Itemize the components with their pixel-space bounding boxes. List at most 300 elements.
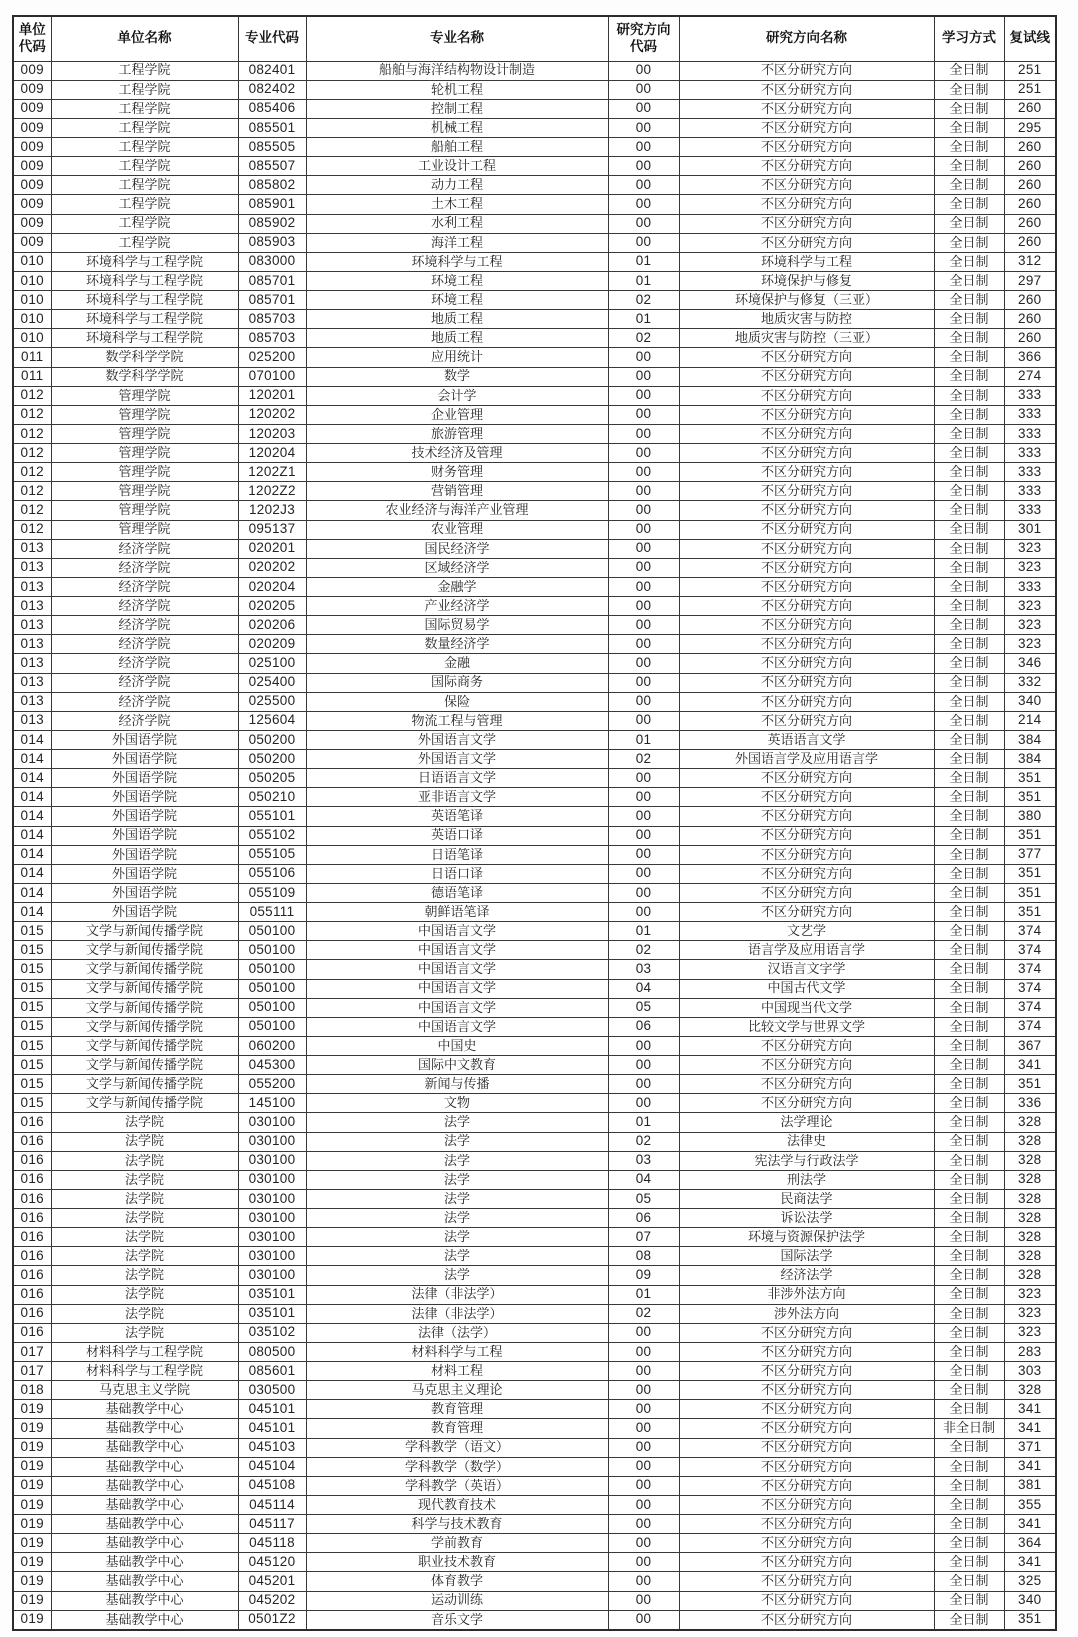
cell-retest_line: 341 [1004,1553,1056,1572]
cell-major_name: 水利工程 [306,214,608,233]
cell-study_mode: 全日制 [934,118,1004,137]
cell-unit_code: 016 [13,1209,51,1228]
cell-direction_code: 03 [608,1151,679,1170]
table-row [13,539,1056,558]
table-row [13,1094,1056,1113]
cell-unit_name: 外国语学院 [51,807,238,826]
cell-major_name: 动力工程 [306,176,608,195]
cell-retest_line: 366 [1004,348,1056,367]
table-row [13,730,1056,749]
cell-direction_code: 02 [608,750,679,769]
cell-direction_code: 00 [608,1534,679,1553]
cell-unit_code: 013 [13,654,51,673]
cell-major_name: 地质工程 [306,310,608,329]
cell-unit_code: 019 [13,1553,51,1572]
cell-major_code: 025500 [238,692,306,711]
cell-study_mode: 全日制 [934,482,1004,501]
cell-major_name: 海洋工程 [306,233,608,252]
cell-direction_name: 不区分研究方向 [679,711,934,730]
cell-major_code: 030100 [238,1132,306,1151]
cell-unit_code: 015 [13,1056,51,1075]
cell-unit_name: 经济学院 [51,539,238,558]
cell-unit_name: 法学院 [51,1170,238,1189]
cell-direction_code: 00 [608,845,679,864]
table-row [13,903,1056,922]
cell-unit_name: 材料科学与工程学院 [51,1342,238,1361]
cell-unit_code: 009 [13,138,51,157]
cell-direction_name: 地质灾害与防控 [679,310,934,329]
cell-direction_code: 05 [608,1189,679,1208]
cell-major_name: 外国语言文学 [306,750,608,769]
cell-direction_code: 00 [608,1056,679,1075]
cell-direction_code: 00 [608,1553,679,1572]
cell-major_name: 学科教学（英语） [306,1476,608,1495]
cell-major_code: 082401 [238,61,306,80]
cell-study_mode: 全日制 [934,1075,1004,1094]
cell-major_code: 045101 [238,1419,306,1438]
cell-direction_code: 00 [608,903,679,922]
cell-major_code: 045300 [238,1056,306,1075]
cell-retest_line: 260 [1004,157,1056,176]
cell-major_name: 中国语言文学 [306,1017,608,1036]
table-row [13,673,1056,692]
cell-retest_line: 367 [1004,1036,1056,1055]
cell-unit_name: 环境科学与工程学院 [51,291,238,310]
cell-retest_line: 251 [1004,61,1056,80]
cell-direction_name: 不区分研究方向 [679,1036,934,1055]
cell-retest_line: 333 [1004,482,1056,501]
cell-retest_line: 341 [1004,1457,1056,1476]
table-row [13,1228,1056,1247]
cell-unit_code: 019 [13,1476,51,1495]
cell-unit_code: 012 [13,501,51,520]
cell-unit_code: 009 [13,157,51,176]
header-direction-code: 研究方向代码 [608,16,679,61]
cell-direction_name: 不区分研究方向 [679,482,934,501]
table-row [13,1170,1056,1189]
cell-unit_name: 外国语学院 [51,883,238,902]
cell-major_name: 德语笔译 [306,883,608,902]
cell-study_mode: 全日制 [934,960,1004,979]
cell-direction_code: 00 [608,1419,679,1438]
cell-study_mode: 全日制 [934,539,1004,558]
cell-unit_name: 外国语学院 [51,845,238,864]
cell-direction_name: 涉外法方向 [679,1304,934,1323]
cell-retest_line: 323 [1004,558,1056,577]
cell-major_code: 085703 [238,310,306,329]
cell-direction_name: 不区分研究方向 [679,788,934,807]
cell-major_name: 中国语言文学 [306,922,608,941]
table-row [13,1534,1056,1553]
cell-direction_code: 06 [608,1017,679,1036]
cell-major_code: 083000 [238,252,306,271]
cell-unit_code: 009 [13,214,51,233]
cell-retest_line: 333 [1004,463,1056,482]
cell-unit_code: 013 [13,558,51,577]
cell-retest_line: 323 [1004,616,1056,635]
cell-unit_code: 013 [13,597,51,616]
cell-retest_line: 328 [1004,1132,1056,1151]
cell-direction_code: 00 [608,864,679,883]
cell-study_mode: 非全日制 [934,1419,1004,1438]
cell-major_name: 机械工程 [306,118,608,137]
cell-study_mode: 全日制 [934,769,1004,788]
cell-unit_name: 经济学院 [51,577,238,596]
table-row [13,520,1056,539]
cell-study_mode: 全日制 [934,807,1004,826]
cell-unit_name: 马克思主义学院 [51,1381,238,1400]
cell-major_code: 050100 [238,979,306,998]
cell-major_name: 地质工程 [306,329,608,348]
cell-study_mode: 全日制 [934,1362,1004,1381]
cell-unit_name: 基础教学中心 [51,1419,238,1438]
cell-unit_name: 文学与新闻传播学院 [51,941,238,960]
cell-direction_name: 不区分研究方向 [679,883,934,902]
cell-unit_name: 基础教学中心 [51,1591,238,1610]
cell-retest_line: 328 [1004,1170,1056,1189]
cell-unit_name: 管理学院 [51,520,238,539]
table-row [13,1572,1056,1591]
cell-unit_name: 外国语学院 [51,730,238,749]
cell-unit_name: 基础教学中心 [51,1610,238,1630]
cell-direction_name: 不区分研究方向 [679,539,934,558]
cell-unit_name: 法学院 [51,1304,238,1323]
cell-study_mode: 全日制 [934,883,1004,902]
cell-unit_code: 015 [13,1036,51,1055]
table-row [13,1457,1056,1476]
cell-retest_line: 374 [1004,979,1056,998]
cell-direction_code: 00 [608,692,679,711]
cell-unit_name: 经济学院 [51,597,238,616]
cell-study_mode: 全日制 [934,616,1004,635]
cell-major_name: 数量经济学 [306,635,608,654]
table-row [13,252,1056,271]
cell-direction_name: 不区分研究方向 [679,1094,934,1113]
cell-unit_name: 法学院 [51,1228,238,1247]
cell-major_code: 085406 [238,99,306,118]
cell-direction_name: 不区分研究方向 [679,1515,934,1534]
cell-retest_line: 323 [1004,1285,1056,1304]
cell-major_code: 050200 [238,750,306,769]
cell-unit_code: 010 [13,252,51,271]
cell-direction_code: 00 [608,1400,679,1419]
cell-direction_code: 02 [608,1132,679,1151]
cell-major_name: 法学 [306,1228,608,1247]
cell-unit_code: 013 [13,692,51,711]
cell-study_mode: 全日制 [934,1342,1004,1361]
cell-study_mode: 全日制 [934,367,1004,386]
table-row [13,310,1056,329]
cell-retest_line: 341 [1004,1419,1056,1438]
cell-study_mode: 全日制 [934,99,1004,118]
cell-retest_line: 328 [1004,1151,1056,1170]
cell-unit_code: 019 [13,1515,51,1534]
cell-direction_code: 00 [608,769,679,788]
cell-study_mode: 全日制 [934,176,1004,195]
cell-direction_name: 不区分研究方向 [679,769,934,788]
cell-direction_code: 00 [608,1591,679,1610]
cell-major_name: 会计学 [306,386,608,405]
cell-direction_code: 01 [608,1285,679,1304]
cell-direction_name: 刑法学 [679,1170,934,1189]
cell-direction_code: 00 [608,157,679,176]
cell-direction_name: 不区分研究方向 [679,80,934,99]
cell-study_mode: 全日制 [934,1323,1004,1342]
cell-unit_name: 文学与新闻传播学院 [51,979,238,998]
cell-direction_code: 00 [608,1476,679,1495]
cell-direction_name: 不区分研究方向 [679,61,934,80]
cell-study_mode: 全日制 [934,845,1004,864]
cell-retest_line: 260 [1004,176,1056,195]
cell-major_name: 法学 [306,1247,608,1266]
cell-unit_code: 013 [13,616,51,635]
cell-retest_line: 323 [1004,1304,1056,1323]
cell-major_code: 045120 [238,1553,306,1572]
table-row [13,597,1056,616]
cell-retest_line: 325 [1004,1572,1056,1591]
cell-unit_code: 016 [13,1323,51,1342]
cell-unit_code: 009 [13,176,51,195]
cell-unit_name: 文学与新闻传播学院 [51,998,238,1017]
cell-unit_name: 数学科学学院 [51,367,238,386]
cell-study_mode: 全日制 [934,1170,1004,1189]
cell-direction_name: 法学理论 [679,1113,934,1132]
cell-unit_code: 016 [13,1170,51,1189]
cell-direction_code: 02 [608,291,679,310]
table-body [13,61,1056,1630]
cell-major_name: 船舶工程 [306,138,608,157]
cell-direction_name: 不区分研究方向 [679,1534,934,1553]
cell-retest_line: 295 [1004,118,1056,137]
table-row [13,692,1056,711]
header-direction-name: 研究方向名称 [679,16,934,61]
cell-unit_name: 工程学院 [51,195,238,214]
cell-direction_code: 00 [608,386,679,405]
cell-major_name: 技术经济及管理 [306,444,608,463]
cell-retest_line: 260 [1004,329,1056,348]
cell-major_code: 030100 [238,1209,306,1228]
cell-study_mode: 全日制 [934,1113,1004,1132]
cell-unit_code: 019 [13,1534,51,1553]
cell-major_code: 045201 [238,1572,306,1591]
cell-major_name: 法学 [306,1151,608,1170]
cell-direction_name: 不区分研究方向 [679,195,934,214]
cell-major_name: 国民经济学 [306,539,608,558]
table-row [13,1189,1056,1208]
table-row [13,405,1056,424]
cell-major_code: 125604 [238,711,306,730]
cell-major_name: 外国语言文学 [306,730,608,749]
cell-major_code: 085903 [238,233,306,252]
cell-unit_name: 文学与新闻传播学院 [51,1017,238,1036]
table-row [13,386,1056,405]
cell-direction_name: 不区分研究方向 [679,903,934,922]
cell-retest_line: 274 [1004,367,1056,386]
cell-major_code: 050200 [238,730,306,749]
cell-study_mode: 全日制 [934,1476,1004,1495]
cell-study_mode: 全日制 [934,730,1004,749]
cell-major_code: 020209 [238,635,306,654]
cell-major_code: 050210 [238,788,306,807]
cell-major_code: 025100 [238,654,306,673]
cell-retest_line: 297 [1004,271,1056,290]
cell-major_name: 法学 [306,1170,608,1189]
cell-direction_code: 00 [608,424,679,443]
cell-direction_code: 04 [608,979,679,998]
cell-major_name: 音乐文学 [306,1610,608,1630]
cell-study_mode: 全日制 [934,558,1004,577]
cell-direction_code: 00 [608,1075,679,1094]
cell-retest_line: 260 [1004,99,1056,118]
cell-study_mode: 全日制 [934,711,1004,730]
cell-major_name: 国际中文教育 [306,1056,608,1075]
cell-direction_code: 00 [608,788,679,807]
cell-retest_line: 323 [1004,1323,1056,1342]
cell-major_code: 070100 [238,367,306,386]
cell-study_mode: 全日制 [934,1553,1004,1572]
cell-retest_line: 351 [1004,769,1056,788]
cell-retest_line: 351 [1004,1610,1056,1630]
cell-direction_code: 00 [608,1610,679,1630]
cell-study_mode: 全日制 [934,597,1004,616]
cell-direction_name: 不区分研究方向 [679,1553,934,1572]
cell-study_mode: 全日制 [934,979,1004,998]
cell-major_name: 学前教育 [306,1534,608,1553]
cell-study_mode: 全日制 [934,1610,1004,1630]
table-row [13,1285,1056,1304]
cell-major_name: 中国语言文学 [306,979,608,998]
cell-retest_line: 260 [1004,214,1056,233]
cell-retest_line: 340 [1004,1591,1056,1610]
cell-direction_code: 00 [608,1495,679,1514]
cell-unit_name: 工程学院 [51,80,238,99]
cell-major_name: 土木工程 [306,195,608,214]
cell-major_name: 应用统计 [306,348,608,367]
cell-retest_line: 374 [1004,998,1056,1017]
cell-unit_code: 009 [13,99,51,118]
table-row [13,329,1056,348]
cell-retest_line: 260 [1004,138,1056,157]
cell-unit_name: 法学院 [51,1113,238,1132]
cell-major_name: 国际商务 [306,673,608,692]
cell-unit_code: 017 [13,1362,51,1381]
cell-major_name: 数学 [306,367,608,386]
cell-direction_name: 不区分研究方向 [679,1591,934,1610]
cell-major_name: 马克思主义理论 [306,1381,608,1400]
cell-unit_code: 016 [13,1266,51,1285]
cell-major_code: 020202 [238,558,306,577]
cell-study_mode: 全日制 [934,138,1004,157]
cell-direction_code: 00 [608,654,679,673]
table-row [13,1553,1056,1572]
table-row [13,1075,1056,1094]
table-row [13,1113,1056,1132]
cell-major_code: 030500 [238,1381,306,1400]
cell-direction_name: 法律史 [679,1132,934,1151]
cell-retest_line: 323 [1004,539,1056,558]
cell-direction_code: 00 [608,118,679,137]
cell-direction_code: 00 [608,233,679,252]
cell-retest_line: 328 [1004,1247,1056,1266]
cell-study_mode: 全日制 [934,386,1004,405]
table-row [13,922,1056,941]
cell-direction_code: 00 [608,1572,679,1591]
cell-study_mode: 全日制 [934,444,1004,463]
cell-study_mode: 全日制 [934,1400,1004,1419]
cell-unit_code: 016 [13,1113,51,1132]
cell-direction_name: 不区分研究方向 [679,1495,934,1514]
cell-study_mode: 全日制 [934,577,1004,596]
cell-direction_name: 不区分研究方向 [679,386,934,405]
cell-unit_name: 工程学院 [51,176,238,195]
cell-direction_code: 05 [608,998,679,1017]
header-major-code: 专业代码 [238,16,306,61]
cell-unit_code: 013 [13,635,51,654]
cell-unit_code: 011 [13,348,51,367]
cell-major_name: 朝鲜语笔译 [306,903,608,922]
table-row [13,176,1056,195]
cell-major_name: 教育管理 [306,1400,608,1419]
cell-unit_name: 基础教学中心 [51,1438,238,1457]
cell-direction_name: 不区分研究方向 [679,157,934,176]
cell-direction_name: 汉语言文字学 [679,960,934,979]
cell-major_code: 045118 [238,1534,306,1553]
cell-study_mode: 全日制 [934,1304,1004,1323]
cell-unit_name: 外国语学院 [51,750,238,769]
cell-direction_name: 民商法学 [679,1189,934,1208]
cell-direction_code: 01 [608,922,679,941]
cell-study_mode: 全日制 [934,1534,1004,1553]
table-row [13,80,1056,99]
cell-major_name: 日语口译 [306,864,608,883]
cell-direction_code: 01 [608,271,679,290]
cell-direction_name: 不区分研究方向 [679,673,934,692]
header-retest-line: 复试线 [1004,16,1056,61]
table-row [13,769,1056,788]
cell-unit_code: 015 [13,1075,51,1094]
cell-major_code: 050100 [238,1017,306,1036]
cell-unit_name: 工程学院 [51,61,238,80]
cell-retest_line: 323 [1004,635,1056,654]
cell-retest_line: 371 [1004,1438,1056,1457]
cell-major_code: 050100 [238,922,306,941]
cell-retest_line: 332 [1004,673,1056,692]
cell-major_name: 轮机工程 [306,80,608,99]
cell-unit_code: 019 [13,1457,51,1476]
cell-unit_name: 材料科学与工程学院 [51,1362,238,1381]
table-row [13,61,1056,80]
cell-unit_code: 014 [13,807,51,826]
cell-major_name: 法学 [306,1113,608,1132]
cell-unit_name: 外国语学院 [51,864,238,883]
cell-major_code: 085501 [238,118,306,137]
cell-study_mode: 全日制 [934,310,1004,329]
cell-study_mode: 全日制 [934,922,1004,941]
cell-retest_line: 384 [1004,730,1056,749]
cell-direction_code: 00 [608,539,679,558]
cell-unit_name: 经济学院 [51,692,238,711]
cell-retest_line: 283 [1004,1342,1056,1361]
cell-direction_code: 00 [608,1362,679,1381]
cell-unit_code: 014 [13,788,51,807]
cell-direction_name: 不区分研究方向 [679,616,934,635]
cell-retest_line: 364 [1004,1534,1056,1553]
cell-unit_name: 管理学院 [51,501,238,520]
cell-direction_name: 不区分研究方向 [679,176,934,195]
cell-direction_name: 不区分研究方向 [679,635,934,654]
cell-study_mode: 全日制 [934,692,1004,711]
cell-direction_code: 00 [608,176,679,195]
